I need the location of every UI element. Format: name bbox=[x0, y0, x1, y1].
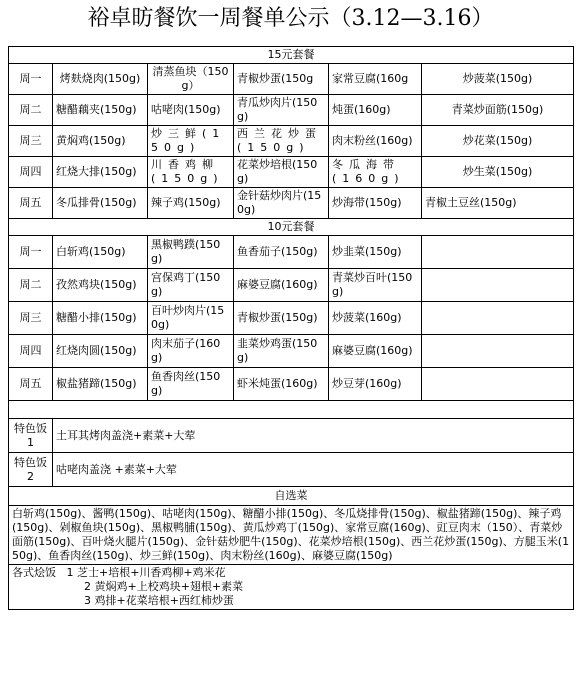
day-cell: 周一 bbox=[9, 64, 53, 95]
day-cell: 周五 bbox=[9, 368, 53, 401]
dish-cell: 金针菇炒肉片(150g) bbox=[234, 188, 329, 219]
dish-cell: 黄焖鸡(150g) bbox=[53, 126, 148, 157]
dish-cell: 韭菜炒鸡蛋(150g) bbox=[234, 335, 329, 368]
spacer-row bbox=[9, 401, 574, 419]
set15-row-fri bbox=[9, 188, 574, 219]
dish-cell: 鱼香茄子(150g) bbox=[234, 236, 329, 269]
dish-cell: 炒韭菜(150g) bbox=[329, 236, 422, 269]
self-select-list: 白斩鸡(150g)、酱鸭(150g)、咕咾肉(150g)、糖醋小排(150g)、冬瓜烧排骨(150g)、椒盐猪蹄(150g)、辣子鸡(150g)、剁椒鱼块(150g)、黑椒鸭脯(150g)、黄瓜炒鸡丁(150g)、家常豆腐(160g)、豇豆肉末（150）、青菜炒面筋(150g)、百叶烧火腿片(150g)、金针菇炒肥牛(150g)、花菜炒培根(150g)、西兰花炒蛋(150g)、方腿玉米(150g)、鱼香肉丝(150g)、炒三鲜(150g)、肉末粉丝(160g)、麻婆豆腐(150g) bbox=[9, 506, 574, 565]
rice-bowl-line: 2 黄焖鸡+上校鸡块+翅根+素菜 bbox=[84, 580, 244, 593]
dish-cell: 青椒土豆丝(150g) bbox=[422, 188, 574, 219]
day-cell: 周四 bbox=[9, 335, 53, 368]
day-cell: 周二 bbox=[9, 95, 53, 126]
dish-cell: 炖蛋(160g) bbox=[329, 95, 422, 126]
dish-cell: 百叶炒肉片(150g) bbox=[148, 302, 234, 335]
empty-cell bbox=[9, 401, 574, 419]
dish-cell: 黑椒鸭蹼(150g) bbox=[148, 236, 234, 269]
self-select-row bbox=[9, 506, 574, 565]
empty-cell bbox=[422, 368, 574, 401]
dish-cell: 宫保鸡丁(150g) bbox=[148, 269, 234, 302]
rice-bowls-row bbox=[9, 565, 574, 610]
rice-bowl-line: 3 鸡排+花菜培根+西红柿炒蛋 bbox=[84, 594, 234, 607]
dish-cell: 辣子鸡(150g) bbox=[148, 188, 234, 219]
self-select-header: 自选菜 bbox=[9, 487, 574, 506]
dish-cell: 鱼香肉丝(150g) bbox=[148, 368, 234, 401]
set15-header-row bbox=[9, 47, 574, 64]
set15-row-wed bbox=[9, 126, 574, 157]
dish-cell: 虾米炖蛋(160g) bbox=[234, 368, 329, 401]
special-row-2 bbox=[9, 453, 574, 487]
special-text: 土耳其烤肉盖浇+素菜+大荤 bbox=[53, 419, 574, 453]
dish-cell: 糖醋小排(150g) bbox=[53, 302, 148, 335]
set15-row-mon bbox=[9, 64, 574, 95]
day-cell: 周五 bbox=[9, 188, 53, 219]
dish-cell: 家常豆腐(160g bbox=[329, 64, 422, 95]
set15-row-tue bbox=[9, 95, 574, 126]
day-cell: 周二 bbox=[9, 269, 53, 302]
set15-row-thu bbox=[9, 157, 574, 188]
special-label: 特色饭2 bbox=[9, 453, 53, 487]
dish-cell: 清蒸鱼块（150g） bbox=[148, 64, 234, 95]
dish-cell: 炒菠菜(150g) bbox=[422, 64, 574, 95]
day-cell: 周三 bbox=[9, 126, 53, 157]
dish-cell: 炒生菜(150g) bbox=[422, 157, 574, 188]
dish-cell: 肉末茄子(160g) bbox=[148, 335, 234, 368]
dish-cell: 炒菠菜(160g) bbox=[329, 302, 422, 335]
day-cell: 周三 bbox=[9, 302, 53, 335]
dish-cell: 烤麸烧肉(150g) bbox=[53, 64, 148, 95]
dish-cell: 西兰花炒蛋(150g) bbox=[234, 126, 329, 157]
set10-row-tue bbox=[9, 269, 574, 302]
page-title: 裕卓昉餐饮一周餐单公示（3.12—3.16） bbox=[87, 6, 494, 31]
rice-bowl-line bbox=[12, 566, 570, 580]
menu-table bbox=[8, 46, 574, 610]
dish-cell: 红烧肉圆(150g) bbox=[53, 335, 148, 368]
set10-header-row bbox=[9, 219, 574, 236]
empty-cell bbox=[422, 236, 574, 269]
empty-cell bbox=[422, 269, 574, 302]
rice-bowl-text: 1 芝士+培根+川香鸡柳+鸡米花 bbox=[66, 566, 226, 579]
dish-cell: 炒三鲜(150g) bbox=[148, 126, 234, 157]
dish-cell: 红烧大排(150g) bbox=[53, 157, 148, 188]
dish-cell: 青菜炒百叶(150g) bbox=[329, 269, 422, 302]
dish-cell: 冬瓜海带(160g) bbox=[329, 157, 422, 188]
rice-bowls-label: 各式烩饭 bbox=[12, 566, 56, 579]
set10-header: 10元套餐 bbox=[9, 219, 574, 236]
set10-row-thu bbox=[9, 335, 574, 368]
dish-cell: 咕咾肉(150g) bbox=[148, 95, 234, 126]
set10-row-fri bbox=[9, 368, 574, 401]
rice-bowls bbox=[9, 565, 574, 610]
dish-cell: 麻婆豆腐(160g) bbox=[329, 335, 422, 368]
dish-cell: 炒豆芽(160g) bbox=[329, 368, 422, 401]
dish-cell: 青菜炒面筋(150g) bbox=[422, 95, 574, 126]
dish-cell: 炒海带(150g) bbox=[329, 188, 422, 219]
special-label: 特色饭1 bbox=[9, 419, 53, 453]
dish-cell: 白斩鸡(150g) bbox=[53, 236, 148, 269]
self-select-header-row bbox=[9, 487, 574, 506]
set15-header: 15元套餐 bbox=[9, 47, 574, 64]
dish-cell: 炒花菜(150g) bbox=[422, 126, 574, 157]
set10-row-wed bbox=[9, 302, 574, 335]
dish-cell: 川香鸡柳(150g) bbox=[148, 157, 234, 188]
day-cell: 周一 bbox=[9, 236, 53, 269]
dish-cell: 孜然鸡块(150g) bbox=[53, 269, 148, 302]
day-cell: 周四 bbox=[9, 157, 53, 188]
special-text: 咕咾肉盖浇 +素菜+大荤 bbox=[53, 453, 574, 487]
empty-cell bbox=[422, 335, 574, 368]
dish-cell: 肉末粉丝(160g) bbox=[329, 126, 422, 157]
special-row-1 bbox=[9, 419, 574, 453]
dish-cell: 青椒炒蛋(150g bbox=[234, 64, 329, 95]
empty-cell bbox=[422, 302, 574, 335]
set10-row-mon bbox=[9, 236, 574, 269]
dish-cell: 花菜炒培根(150g) bbox=[234, 157, 329, 188]
dish-cell: 糖醋藕夹(150g) bbox=[53, 95, 148, 126]
dish-cell: 青瓜炒肉片(150g) bbox=[234, 95, 329, 126]
dish-cell: 冬瓜排骨(150g) bbox=[53, 188, 148, 219]
dish-cell: 麻婆豆腐(160g) bbox=[234, 269, 329, 302]
dish-cell: 椒盐猪蹄(150g) bbox=[53, 368, 148, 401]
dish-cell: 青椒炒蛋(150g) bbox=[234, 302, 329, 335]
